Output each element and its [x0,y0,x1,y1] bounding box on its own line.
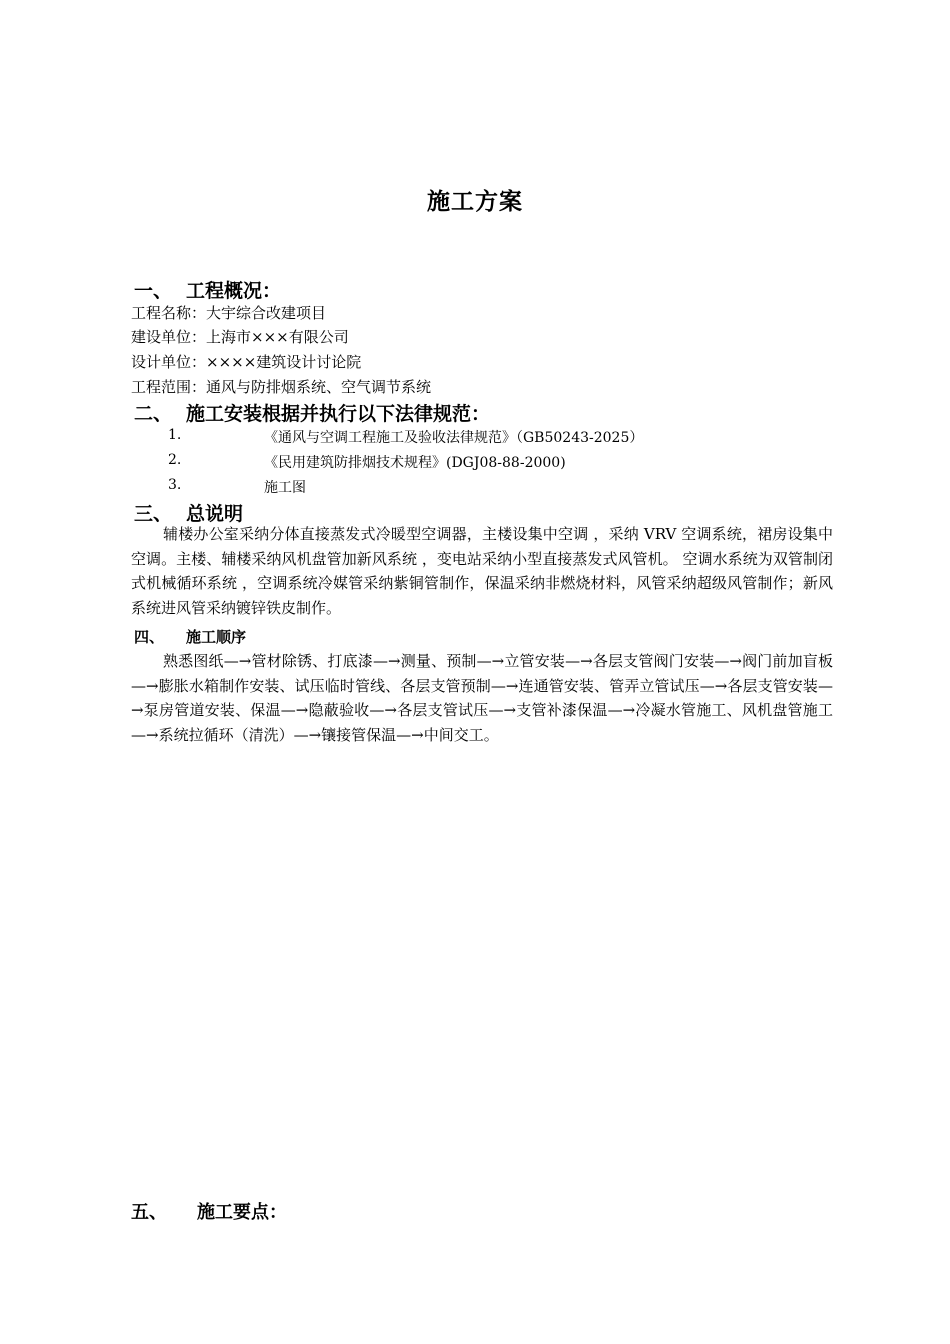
section-4-title: 施工顺序 [186,628,247,646]
section-4-number: 四、 [134,628,165,646]
client-line: 建设单位：上海市×××有限公司 [131,328,349,346]
project-name-line: 工程名称：大宇综合改建项目 [131,304,327,322]
standard-index: 1. [168,427,182,443]
standard-text: 施工图 [264,480,306,496]
section-4-heading [134,626,246,647]
section-5-number: 五、 [131,1202,167,1223]
document-title: 施工方案 [427,188,523,215]
section-3-title: 总说明 [186,503,244,525]
standard-index: 2. [168,452,182,468]
scope-line: 工程范围：通风与防排烟系统、空气调节系统 [131,378,432,396]
general-description: 辅楼办公室采纳分体直接蒸发式冷暖型空调器，主楼设集中空调 ，采纳 VRV 空调系统，裙房设集中空调。主楼、辅楼采纳风机盘管加新风系统 ，变电站采纳小型直接蒸发式风管机。 空调水系统为双管制闭式机械循环系统 ，空调系统冷媒管采纳紫铜管制作，保温采纳非燃烧材料，风管采纳超级风管制作；新风系统进风管采纳镀锌铁皮制作。 [131,525,833,617]
section-2-title: 施工安装根据并执行以下法律规范： [186,403,491,425]
section-1-title: 工程概况： [186,280,282,302]
standard-text: 《民用建筑防排烟技术规程》(DGJ08-88-2000) [264,455,566,471]
standard-index: 3. [168,477,182,493]
standard-text: 《通风与空调工程施工及验收法律规范》（GB50243-2025） [264,430,644,446]
section-5-title: 施工要点： [197,1202,287,1223]
section-5-heading [131,1198,287,1224]
section-3-number: 三、 [134,503,173,525]
section-1-heading [134,276,281,303]
designer-line: 设计单位：××××建筑设计讨论院 [131,353,362,371]
section-2-heading [134,399,490,426]
section-2-number: 二、 [134,403,173,425]
construction-sequence: 熟悉图纸—→管材除锈、打底漆—→测量、预制—→立管安装—→各层支管阀门安装—→阀门前加盲板—→膨胀水箱制作安装、试压临时管线、各层支管预制—→连通管安装、管弄立管试压—→各层支管安装—→泵房管道安装、保温—→隐蔽验收—→各层支管试压—→支管补漆保温—→冷凝水管施工、风机盘管施工—→系统拉循环（清洗）—→镶接管保温—→中间交工。 [131,652,833,744]
section-1-number: 一、 [134,280,173,302]
